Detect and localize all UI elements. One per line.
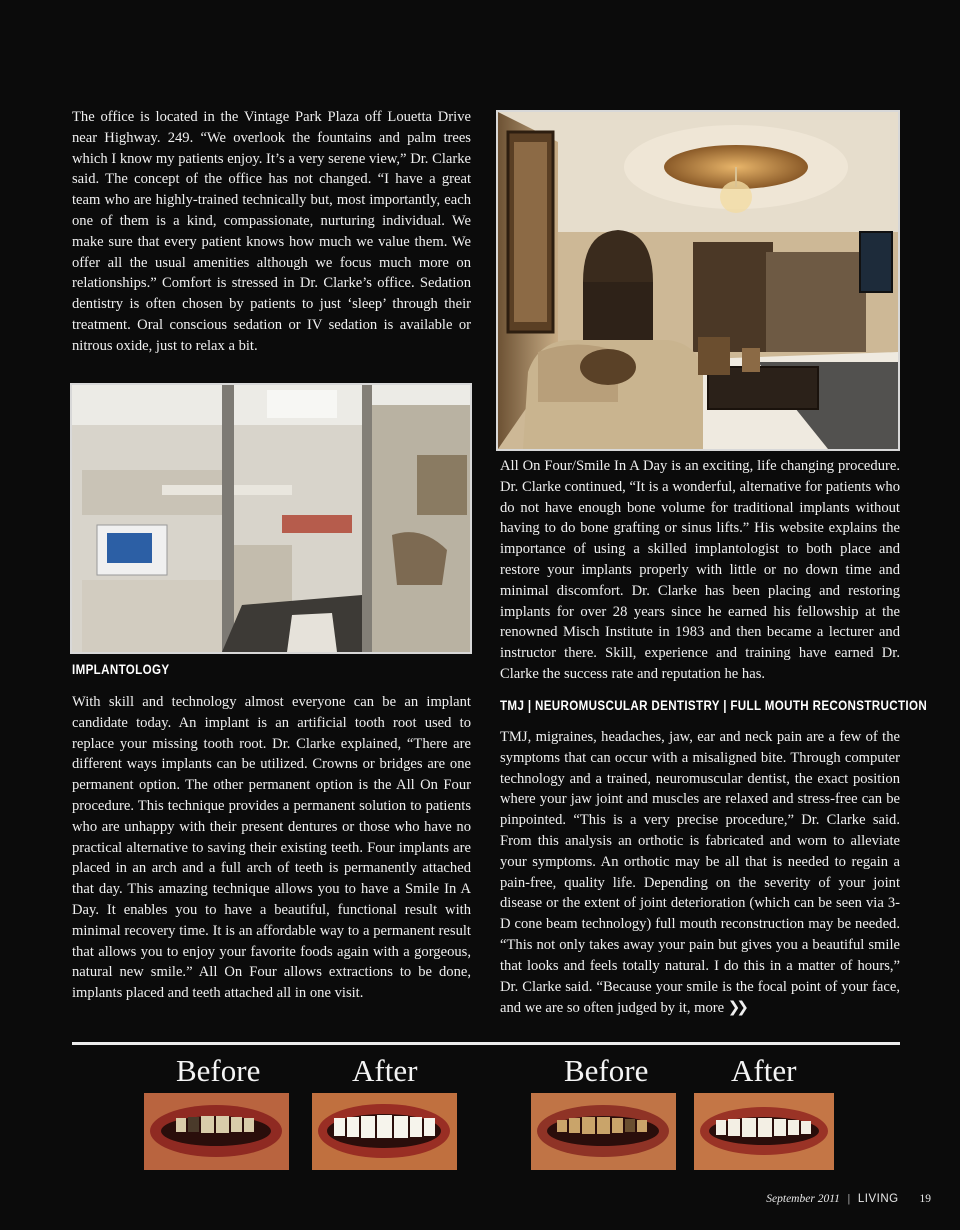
before-label-2: Before xyxy=(564,1053,649,1088)
office-lobby-photo xyxy=(496,110,900,451)
operatory-illustration xyxy=(72,385,470,652)
dental-operatory-photo xyxy=(70,383,472,654)
before-label-1: Before xyxy=(176,1053,261,1088)
all-on-four-paragraph: All On Four/Smile In A Day is an exciting, life changing procedure. Dr. Clarke continued, “It is a wonderful, alternative for patients who do not have enough bone volume for traditional implants without having to do bone grafting or sinus lifts.” His website explains the importance of using a skilled implantologist to both place and restore your implants properly with little or no down time and minimal discomfort. Dr. Clarke has been placing and restoring implants for over 28 years since he earned his fellowship at the renowned Misch Institute in 1983 and then became a lecturer and instructor there. Skill, experience and training have earned Dr. Clarke the success rate and reputation he has. xyxy=(500,458,900,682)
after-smile-photo-2 xyxy=(694,1093,834,1170)
more-arrow-icon: ❯❯ xyxy=(727,998,745,1017)
intro-paragraph: The office is located in the Vintage Park Plaza off Louetta Drive near Highway. 249. “We overlook the fountains and palm trees which I know my patients enjoy. It’s a very serene view,” Dr. Clarke said. The concept of the office has not changed. “I have a great team who are highly-trained technically but, most importantly, each one of them is a kind, compassionate, nurturing individual. We make sure that every patient knows how much we value them. We offer all the usual amenities although we focus much more on relationships.” Comfort is stressed in Dr. Clarke’s office. Sedation dentistry is often chosen by patients to just ‘sleep’ through their treatment. Oral conscious sedation or IV sedation is available or nitrous oxide, just to relax a bit. xyxy=(72,109,471,354)
issue-date: September 2011 xyxy=(766,1193,840,1205)
after-smile-photo-1 xyxy=(312,1093,457,1170)
footer-separator: | xyxy=(847,1193,851,1205)
after-label-1: After xyxy=(352,1053,418,1088)
before-smile-photo-1 xyxy=(144,1093,289,1170)
implantology-heading: IMPLANTOLOGY xyxy=(72,662,170,677)
tmj-paragraph xyxy=(500,727,900,1019)
after-label-2: After xyxy=(731,1053,797,1088)
implantology-paragraph: With skill and technology almost everyone can be an implant candidate today. An implant is an artificial tooth root used to replace your missing tooth root. Dr. Clarke explained, “There are different ways implants can be utilized. Crowns or bridges are one permanent option. The other permanent option is the All On Four procedure. This technique provides a permanent solution to patients who are unhappy with their present dentures or those who have no practical alternative to saving their existing teeth. Four implants are placed in an arch and a full arch of teeth is permanently attached that day. This amazing technique allows you to have a Smile In A Day. It enables you to have a beautiful, functional result with minimal recovery time. It is an affordable way to a permanent result that allows you to enjoy your favorite foods again with a gorgeous, natural new smile.” All On Four allows extractions to be done, implants placed and teeth attached all in one visit. xyxy=(72,694,471,1002)
magazine-name: LIVING xyxy=(857,1193,899,1205)
lobby-illustration xyxy=(498,112,898,449)
section-divider xyxy=(72,1042,900,1045)
tmj-heading: TMJ | NEUROMUSCULAR DENTISTRY | FULL MOUTH RECONSTRUCTION xyxy=(500,698,928,713)
tmj-paragraph-text: TMJ, migraines, headaches, jaw, ear and neck pain are a few of the symptoms that can occur with a misaligned bite. Through computer technology and a trained, neuromuscular dentist, the exact position where your jaw joint and muscles are relaxed and stress-free can be pinpointed. “This is a very precise procedure,” Dr. Clarke said. From this analysis an orthotic is fabricated and worn to alleviate your symptoms. An orthotic may be all that is needed to regain a pain-free, quality life. Depending on the severity of your joint disease or the extent of joint deterioration (which can be seen via 3-D cone beam technology) full mouth reconstruction may be needed. “This not only takes away your pain but gives you a beautiful smile that looks and feels totally natural. I do this in a matter of hours,” Dr. Clarke said. “Because your smile is the focal point of your face, and we are so often judged by it, more xyxy=(500,729,900,1017)
page-footer xyxy=(766,1193,931,1205)
before-smile-photo-2 xyxy=(531,1093,676,1170)
page-number: 19 xyxy=(919,1193,931,1205)
